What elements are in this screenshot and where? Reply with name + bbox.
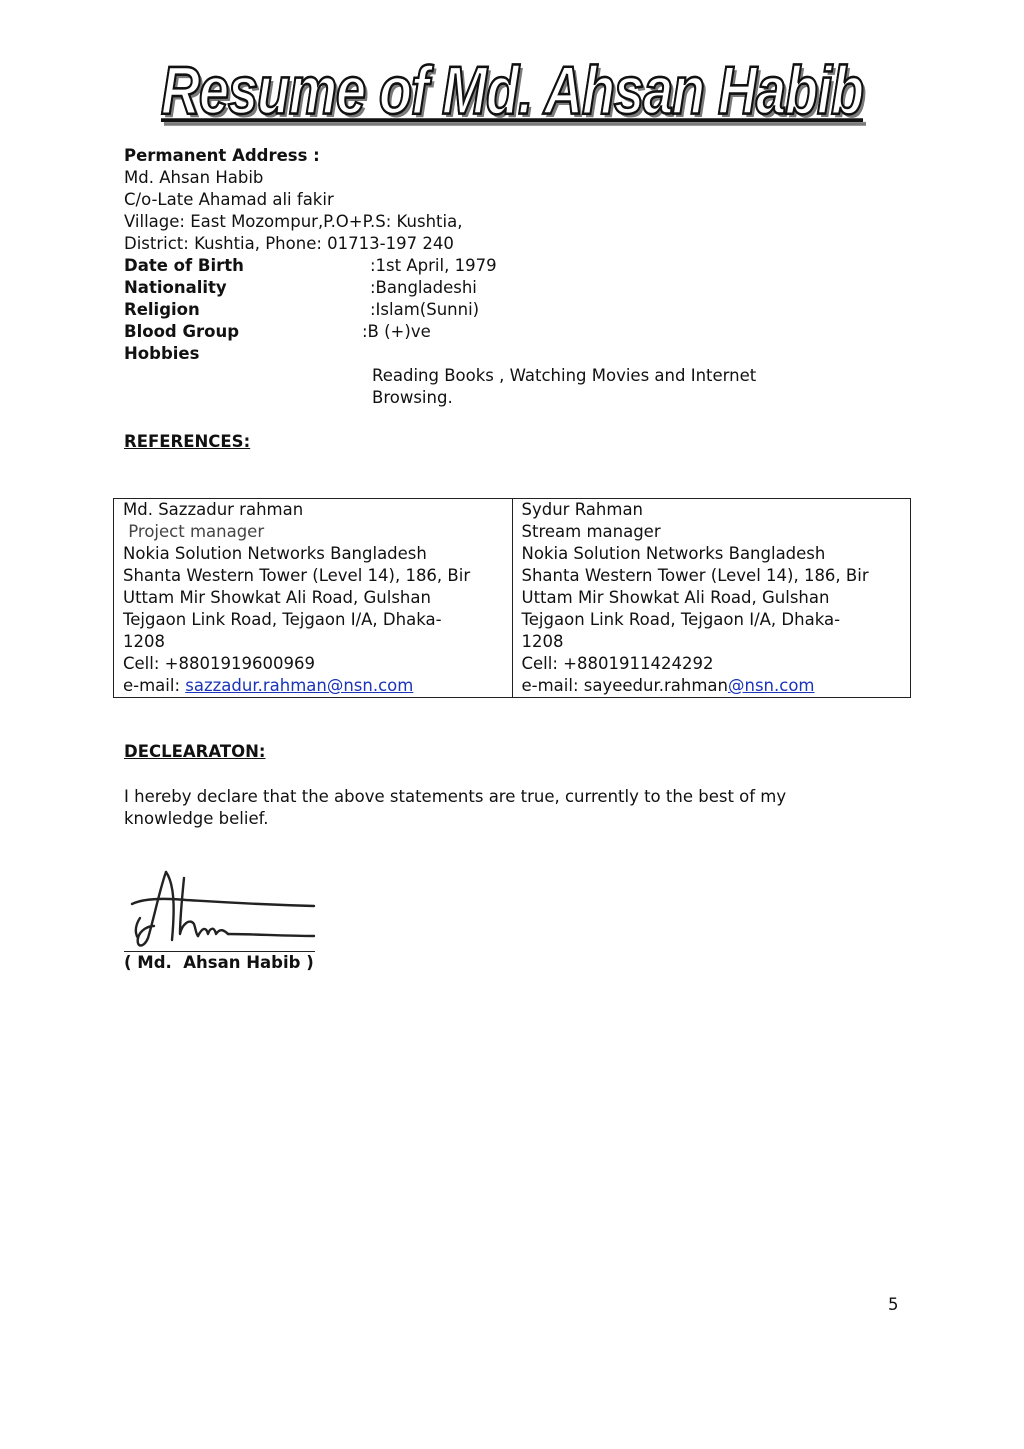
address-line: District: Kushtia, Phone: 01713-197 240: [124, 234, 454, 253]
reference-address-line: 1208: [123, 632, 165, 651]
email-link[interactable]: sazzadur.rahman@nsn.com: [185, 676, 414, 695]
reference-address-line: Shanta Western Tower (Level 14), 186, Bir: [123, 566, 471, 585]
reference-company: Nokia Solution Networks Bangladesh: [521, 544, 826, 563]
reference-cell-phone: Cell: +8801919600969: [123, 654, 315, 673]
hobbies-value: Reading Books , Watching Movies and Internet: [372, 366, 757, 385]
resume-title: Resume of Md. Ahsan Habib: [160, 53, 864, 129]
reference-address-line: 1208: [521, 632, 564, 651]
signature-image: [124, 868, 324, 952]
blood-group-value: :B (+)ve: [362, 322, 431, 341]
email-prefix: e-mail: sayeedur.rahman: [521, 676, 728, 695]
reference-cell: [512, 499, 911, 698]
reference-cell: [114, 499, 513, 698]
email-prefix: e-mail:: [123, 676, 186, 695]
reference-email: [123, 675, 503, 697]
reference-address-line: Uttam Mir Showkat Ali Road, Gulshan: [123, 588, 431, 607]
address-line: C/o-Late Ahamad ali fakir: [124, 190, 334, 209]
reference-email: [522, 675, 902, 697]
declaration-line: knowledge belief.: [124, 809, 269, 828]
declaration-text: [124, 786, 844, 830]
reference-company: Nokia Solution Networks Bangladesh: [123, 544, 427, 563]
reference-address-line: Tejgaon Link Road, Tejgaon I/A, Dhaka-: [123, 610, 442, 629]
declaration-heading: DECLEARATON:: [124, 742, 266, 761]
title-container: [0, 52, 1024, 129]
references-heading: REFERENCES:: [124, 432, 251, 451]
address-line: Village: East Mozompur,P.O+P.S: Kushtia,: [124, 212, 463, 231]
reference-cell-phone: Cell: +8801911424292: [521, 654, 714, 673]
reference-name: Md. Sazzadur rahman: [123, 500, 304, 519]
page-number: 5: [888, 1295, 899, 1314]
table-row: [114, 499, 911, 698]
nationality-label: Nationality: [124, 278, 227, 297]
permanent-address: [124, 145, 462, 255]
reference-role: Stream manager: [521, 522, 661, 541]
blood-group-label: Blood Group: [124, 322, 240, 341]
hobbies-label: Hobbies: [124, 344, 200, 363]
reference-address-line: Tejgaon Link Road, Tejgaon I/A, Dhaka-: [521, 610, 841, 629]
signature-name: ( Md. Ahsan Habib ): [124, 953, 314, 972]
reference-role: Project manager: [123, 522, 265, 541]
reference-name: Sydur Rahman: [521, 500, 644, 519]
address-line: Md. Ahsan Habib: [124, 168, 264, 187]
hobbies-value: Browsing.: [372, 388, 453, 407]
nationality-value: :Bangladeshi: [370, 278, 477, 297]
email-link[interactable]: @nsn.com: [727, 676, 815, 695]
religion-label: Religion: [124, 300, 200, 319]
references-table: [113, 498, 911, 698]
address-heading: Permanent Address :: [124, 146, 320, 165]
religion-value: :Islam(Sunni): [370, 300, 480, 319]
reference-address-line: Uttam Mir Showkat Ali Road, Gulshan: [521, 588, 830, 607]
declaration-line: I hereby declare that the above statements are true, currently to the best of my: [124, 787, 787, 806]
dob-label: Date of Birth: [124, 256, 244, 275]
dob-value: :1st April, 1979: [370, 256, 497, 275]
reference-address-line: Shanta Western Tower (Level 14), 186, Bir: [521, 566, 869, 585]
